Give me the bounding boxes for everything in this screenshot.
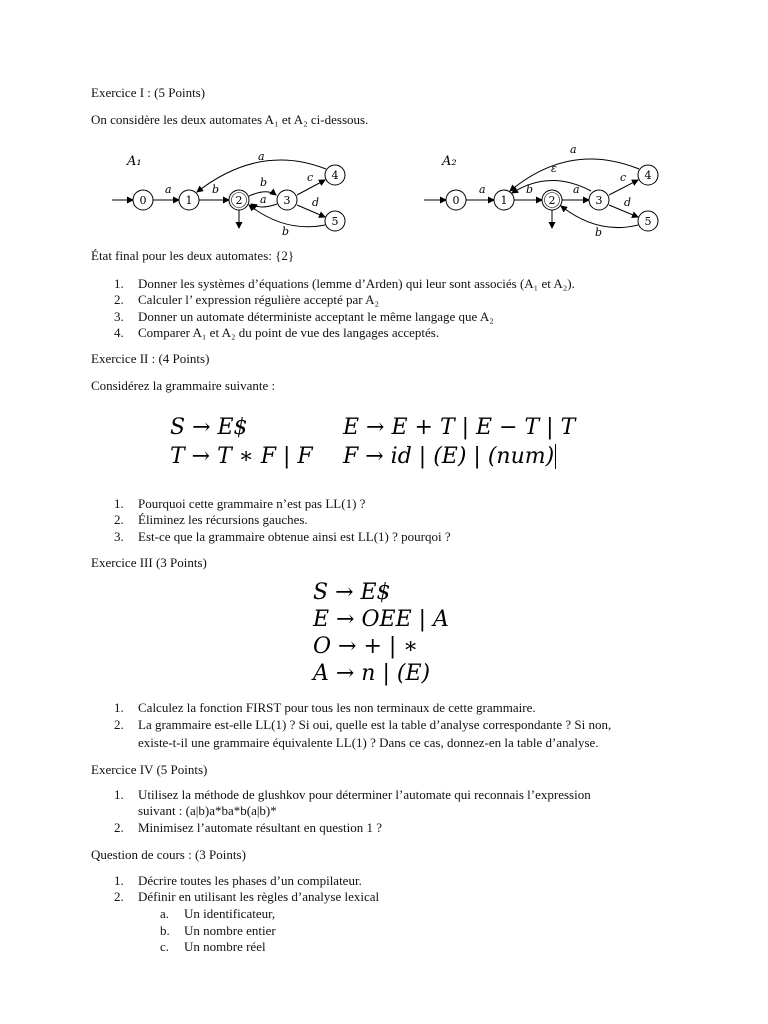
ex2-question-1: Pourquoi cette grammaire n’est pas LL(1) ?: [138, 496, 366, 511]
svg-text:5: 5: [331, 215, 339, 228]
svg-text:c: c: [307, 171, 314, 184]
exam-page: Exercice I : (5 Points) On considère les deux automates A₁ et A₂ ci-dessous. A₁ 0 a 1 b 2 b a 3 4 5 c d a b A₂ 0 a 1 b 2 a 3 4 5 c d a ε b État final pour les deux automates: {2} 1. Donner les systèmes d’équations (lemme d’Arden) qui leur sont associés (A₁ et A₂). 2. Calculer l’ expression régulière accepté par A₂ 3. Donner un automate déterministe acceptant le même langage que A₂ 4. Comparer A₁ et A₂ du point de vue des langages acceptés. Exercice II : (4 Points) Considérez la grammaire suivante : S → E$ E → E + T | E − T | T T → T ∗ F | F F → id | (E) | (num) 1. Pourquoi cette grammaire n’est pas LL(1) ? 2. Éliminez les récursions gauches. 3. Est-ce que la grammaire obtenue ainsi est LL(1) ? pourqoi ? Exercice III (3 Points) S → E$ E → OEE | A O → + | ∗ A → n | (E) 1. Calculez la fonction FIRST pour tous les non terminaux de cette grammaire. 2. La grammaire est-elle LL(1) ? Si oui, quelle est la table d’analyse correspondante ? Si non, existe-t-il une grammaire équivalente LL(1) ? Dans ce cas, donnez-en la table d’analyse. Exercice IV (5 Points) 1. Utilisez la méthode de glushkov pour déterminer l’automate qui reconnais l’expression suivant : (a|b)a*ba*b(a|b)* 2. Minimisez l’automate résultant en question 1 ? Question de cours : (3 Points) 1. Décrire toutes les phases d’un compilateur. 2. Définir en utilisant les règles d’analyse lexical a. Un identificateur, b. Un nombre entier c. Un nombre réel: [0, 0, 768, 1024]
ex1-intro: On considère les deux automates A₁ et A₂ ci-dessous.: [91, 112, 369, 127]
svg-text:4: 4: [331, 169, 339, 182]
svg-text:a: a: [570, 143, 577, 156]
ex2-question-2: Éliminez les récursions gauches.: [138, 512, 308, 527]
svg-text:c: c: [620, 171, 627, 184]
ex1-question-4: Comparer A₁ et A₂ du point de vue des langages acceptés.: [138, 325, 440, 340]
svg-text:a: a: [479, 183, 486, 196]
svg-text:a: a: [260, 193, 267, 206]
ex1-title: Exercice I : (5 Points): [91, 85, 206, 100]
ex2-intro: Considérez la grammaire suivante :: [91, 378, 276, 393]
ex1-question-1: Donner les systèmes d’équations (lemme d’Arden) qui leur sont associés (A₁ et A₂).: [138, 276, 575, 291]
ex4-question-1-cont: suivant : (a|b)a*ba*b(a|b)*: [138, 803, 277, 818]
svg-text:2: 2: [548, 194, 556, 207]
svg-text:1: 1: [500, 194, 508, 207]
ex2-rule-1: S → E$: [170, 415, 248, 440]
svg-text:b: b: [212, 183, 220, 196]
ex4-question-2: Minimisez l’automate résultant en question 1 ?: [138, 820, 383, 835]
a1-state-0-label: 0: [139, 194, 147, 207]
cours-title: Question de cours : (3 Points): [91, 847, 246, 862]
cours-question-2: Définir en utilisant les règles d’analyse lexical: [138, 889, 380, 904]
ex3-title: Exercice III (3 Points): [91, 555, 207, 570]
cours-sub-c: Un nombre réel: [184, 939, 266, 954]
ex2-title: Exercice II : (4 Points): [91, 351, 210, 366]
svg-text:4: 4: [644, 169, 652, 182]
ex3-rule-2: E → OEE | A: [313, 607, 449, 632]
ex3-question-2-cont: existe-t-il une grammaire équivalente LL(1) ? Dans ce cas, donnez-en la table d’analyse.: [138, 735, 599, 750]
svg-text:a: a: [573, 183, 580, 196]
svg-text:5: 5: [644, 215, 652, 228]
ex2-rule-3: T → T ∗ F | F: [170, 444, 313, 469]
cours-sub-b: Un nombre entier: [184, 923, 276, 938]
svg-text:b: b: [595, 226, 603, 238]
svg-text:0: 0: [452, 194, 460, 207]
svg-text:a: a: [165, 183, 172, 196]
svg-text:3: 3: [283, 194, 291, 207]
automaton-1-name: A₁: [127, 154, 142, 169]
svg-text:d: d: [624, 196, 632, 209]
ex3-question-1: Calculez la fonction FIRST pour tous les non terminaux de cette grammaire.: [138, 700, 536, 715]
ex2-rule-4: F → id | (E) | (num): [343, 444, 555, 469]
ex2-rule-2: E → E + T | E − T | T: [343, 415, 576, 440]
ex4-title: Exercice IV (5 Points): [91, 762, 208, 777]
ex3-rule-4: A → n | (E): [313, 661, 431, 686]
automaton-1: [112, 150, 345, 238]
svg-text:d: d: [312, 196, 320, 209]
ex1-final-state: État final pour les deux automates: {2}: [91, 248, 295, 263]
automaton-2: [424, 143, 658, 238]
ex2-question-3: Est-ce que la grammaire obtenue ainsi est LL(1) ? pourqoi ?: [138, 529, 451, 544]
svg-text:b: b: [282, 225, 290, 238]
svg-text:1: 1: [185, 194, 193, 207]
svg-text:2: 2: [235, 194, 243, 207]
ex3-rule-1: S → E$: [313, 580, 391, 605]
ex1-question-3: Donner un automate déterministe acceptant le même langage que A₂: [138, 309, 494, 324]
ex1-question-2: Calculer l’ expression régulière accepté par A₂: [138, 292, 380, 307]
ex3-rule-3: O → + | ∗: [313, 634, 419, 659]
cours-sub-a: Un identificateur,: [184, 906, 276, 921]
svg-text:3: 3: [595, 194, 603, 207]
svg-text:b: b: [526, 183, 534, 196]
ex3-question-2: La grammaire est-elle LL(1) ? Si oui, quelle est la table d’analyse correspondante ? Si non,: [138, 717, 612, 732]
ex4-question-1: Utilisez la méthode de glushkov pour déterminer l’automate qui reconnais l’expression: [138, 787, 591, 802]
cours-question-1: Décrire toutes les phases d’un compilateur.: [138, 873, 362, 888]
svg-text:a: a: [258, 150, 265, 163]
automata-figure: [110, 143, 680, 238]
svg-text:ε: ε: [551, 162, 557, 175]
svg-text:b: b: [260, 176, 268, 189]
automaton-2-name: A₂: [442, 154, 457, 169]
